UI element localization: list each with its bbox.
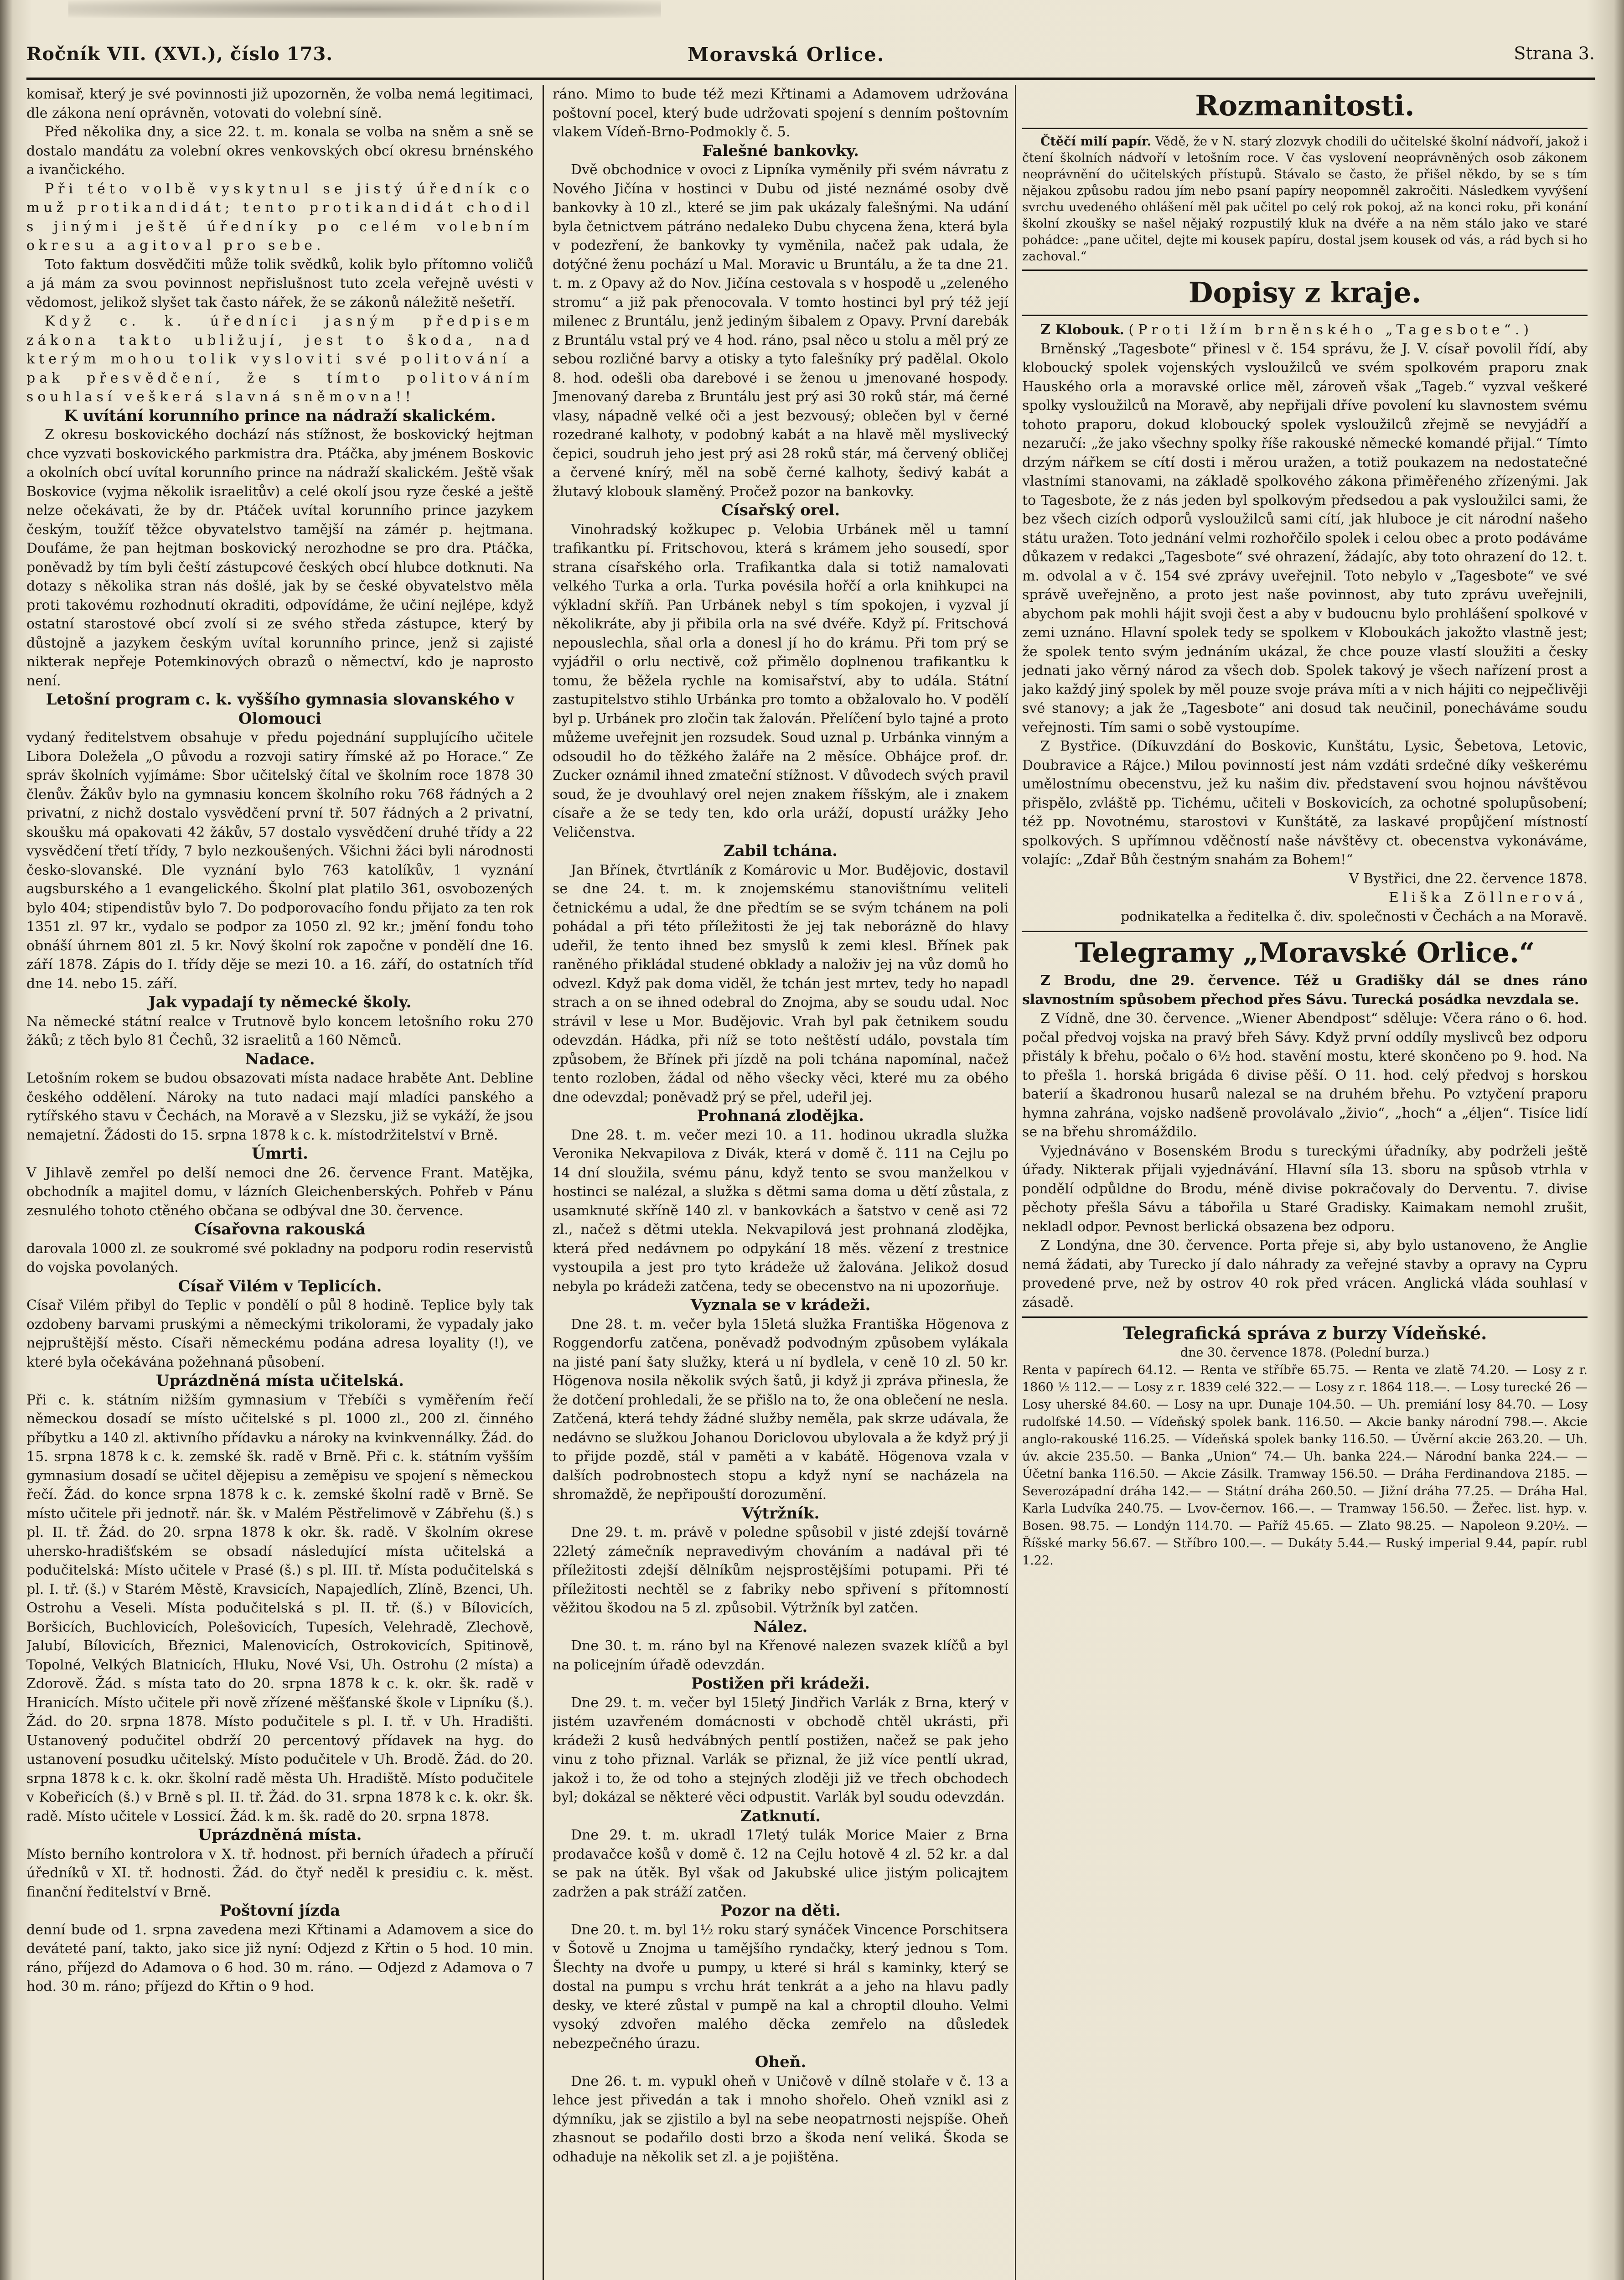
article-heading: Zatknutí. [740,1807,821,1825]
section-rule [1022,931,1588,932]
article-paragraph: Dvě obchodnice v ovoci z Lipníka vyměnily při svém návratu z Nového Jičína v hostinci v Dubu od jisté neznámé osoby dvě bankovky à 10 zl., které se jim pak ukázaly falešnými. Na udání byla četnictvem pátráno nedaleko Dubu chycena žena, která byla v podezření, že bankovky ty vyměnila, načež pak udala, že dotýčné ženu pochází u Mal. Moravic u Bruntálu, a že ta dne 21. t. m. z Opavy až do Nov. Jičína cestovala s v hospodě u „zeleného stromu“ a již pak přenocovala. V tomto hostinci byl prý též její milenec z Bruntálu, jenž jediným šibalem z Opavy. První darebák z Bruntálu vstal prý ve 4 hod. ráno, psal něco u stolu a měl prý ze sebou rozličné barvy a otisky a tyto falešníky prý padělal. Okolo 8. hod. odešli oba darebové i se ženou u jmenované hospody. Jmenovaný dareba z Bruntálu jest prý asi 30 roků stár, má černé vlasy, nápadně velké oči a jest bezvousý; oblečen byl v černé rozedrané kalhoty, v podobný kabát a na hlavě měl myslivecký čepici, soudruh jeho jest prý asi 28 roků stár, má červený obličej a červené knírý, měl na sobě černé kalhoty, šedivý kabát a žlutavý klobouk slaměný. Pročež pozor na bankovky. [553,162,1009,500]
article-paragraph: V Jihlavě zemřel po delší nemoci dne 26. července Frant. Matějka, obchodník a majitel domu, v lázních Gleichenberských. Pohřeb v Pánu zesnulého tohoto ctěného občana se odbýval dne 30. července. [26,1165,533,1219]
article-heading: Nález. [753,1617,808,1636]
print-smudge [68,0,661,18]
article-paragraph: Vinohradský kožkupec p. Velobia Urbánek měl u tamní trafikantku pí. Fritschovou, která s krámem jeho sousedí, spor strana císařského orla. Trafikantka dala si totiž namalovati velkého Turka a orla. Turka povésila hořčí a orla knihkupci na výkladní skříň. Pan Urbánek nebyl s tím spokojen, i vyzval jí několikráte, aby ji přibila orla na své dvéře. Když pí. Fritschová nepouslechla, sňal orla a donesl jí ho do krámu. Při tom prý se vyjádřil o orlu nectivě, což přimělo doplnenou trafikantku k tomu, že běžela rychle na komisařství, aby to udála. Státní zastupitelstvo stihlo Urbánka pro tomto a obžalovalo ho. V podělí byl p. Urbánek pro zločin tak žalován. Přelíčení bylo tajné a proto můžeme uveřejnit jen rozsudek. Soud uznal p. Urbánka vinným a odsoudil ho do těžkého žaláře na 2 měsíce. Obhájce prof. dr. Zucker oznámil ihned zmateční stížnost. V důvodech svých pravil soud, že je dvouhlavý orel nejen znakem říšským, ale i znakem císaře a že se tedy ten, kdo orla uráží, dopustí urážky Jeho Veličenstva. [553,521,1009,840]
section-rule [1022,315,1588,316]
article-paragraph: Dne 30. t. m. ráno byl na Křenové nalezen svazek klíčů a byl na policejním úřadě odevzdán. [553,1638,1009,1673]
article-paragraph: Při c. k. státním nižším gymnasium v Třebíči s vyměřením řečí německou dosadí se místo učitelské s pl. 1000 zl., 200 zl. činného příbytku a 140 zl. aktivního přídavku a nároky na kvinkvennálky. Žád. do 15. srpna 1878 k c. k. zemské šk. radě v Brně. Při c. k. státním vyšším gymnasium dosadí se učitel dějepisu a zeměpisu ve spojení s německou řečí. Žád. do konce srpna 1878 k c. k. zemské školní radě v Brně. Se místo učitele při jednotř. nár. šk. v Malém Pěstřelimově v Zábřehu (š.) s pl. II. tř. Žád. do 20. srpna 1878 k okr. šk. radě. V školním okrese uhersko-hradišťském se obsadí následující místa učitelská a podučitelská: Místo učitele v Prasé (š.) s pl. III. tř. Místa podučitelská s pl. I. tř. (š.) v Starém Městě, Kravsicích, Napajedlích, Zlíně, Bzenci, Uh. Ostrohu a Veseli. Místa podučitelská s pl. II. tř. (š.) v Bílovicích, Boršicích, Buchlovicích, Polešovicích, Tupesích, Velehradě, Zlechově, Jalubí, Bílovicích, Březnici, Malenovicích, Ostrokovicích, Spitinově, Topolné, Velkých Blatnicích, Hluku, Nové Vsi, Uh. Ostrohu (2 místa) a Zdorově. Žád. s místa tato do 20. srpna 1878 k c. k. okr. šk. radě v Hranicích. Místo učitele při nově zřízené měšťanské škole v Lipníku (š.). Žád. do 20. srpna 1878. Místo podučitele s pl. I. tř. v Uh. Hradišti. Ustanovený podučitel obdrží 20 percentový přídavek na hyg. do ustanovení posudku učitelský. Místo podučitele v Uh. Brodě. Žád. do 20. srpna 1878 k c. k. okr. školní radě města Uh. Hradiště. Místo podučitele v Kobeřicích (š.) v Brně s pl. II. tř. Žád. do 31. srpna 1878 k c. k. okr. šk. radě. Místo učitele v Lossicí. Žád. k m. šk. radě do 20. srpna 1878. [26,1392,533,1824]
column-1 [26,85,533,2280]
article-heading: Poštovní jízda [219,1902,341,1920]
newspaper-title: Moravská Orlice. [688,43,885,66]
article-paragraph: darovala 1000 zl. ze soukromé své pokladny na podporu rodin reservistů do vojska povolaných. [26,1240,533,1275]
telegram-paragraph: Z Londýna, dne 30. července. Porta přeje si, aby bylo ustanoveno, že Anglie nemá žádati, aby Turecko jí dalo náhrady za veřejné stavby a opravy na Cypru provedené prve, než by ostrov 40 rok před vrácen. Anglická vláda souhlasí v zásadě. [1022,1238,1588,1311]
article-heading: Zabil tchána. [723,842,838,860]
signature-date: V Bystřici, dne 22. července 1878. [1349,871,1588,887]
page-header [26,43,1595,72]
article-heading: Vyznala se v krádeži. [690,1296,871,1314]
section-rule [1022,128,1588,129]
telegram-paragraph: Z Vídně, dne 30. července. „Wiener Abendpost“ sděluje: Včera ráno o 6. hod. počal předvoj vojska na pravý břeh Sávy. Když první oddíly myslivců bez odporu přistály k břehu, počalo o 6½ hod. stavění mostu, které skončeno po 9. hod. Na to přešla 1. horská brigáda 6 divise pěší. O 11. hod. celý předvoj s horskou baterií a škadronou husarů nalezal se na druhém břehu. Po vztyčení praporu hymna zahrána, vojsko nadšeně provolávalo „živio“, „hoch“ a „éljen“. Tisíce lidí se na břehu shromáždilo. [1022,1010,1588,1140]
stock-report-subtitle: dne 30. července 1878. (Polední burza.) [1180,1346,1430,1360]
article-paragraph: Když c. k. úředníci jasným předpisem zákona takto ubližují, jest to škoda, nad kterým mohou tolik vysloviti své politování a pak přesvědčení, že s tímto politováním souhlasí veškerá slavná sněmovna!! [26,313,533,405]
article-paragraph: Dne 28. t. m. večer byla 15letá služka Františka Högenova z Roggendorfu zatčena, poněvadž podvodným způsobem vylákala na jisté paní šaty služky, která u ní bydlela, v ceně 10 zl. 50 kr. Högenova nosila několik svých šatů, ji když ji zpráva přinesla, že že dotčení prohledali, že se přišlo na to, že ona oblečení ne nesla. Zatčená, která tehdy žádné služby neměla, pak skrze udávala, že nedávno se služkou Johanou Doriclovou ubylovala a že když prý ji to přijde pozdě, stál v paměti a v kabátě. Högenova vzala v dalších podrobnostech stopu a když nyní se nacházela na shromaždě, že nepřipouští dorozumění. [553,1316,1009,1503]
article-heading: Císařovna rakouská [194,1220,366,1238]
stock-report-title: Telegrafická správa z burzy Vídeňské. [1122,1323,1487,1343]
article-paragraph: komisař, který je své povinnosti již upozorněn, že volba nemá legitimaci, dle zákona není oprávněn, votovati do volební síně. [26,86,533,121]
article-heading: Pozor na děti. [720,1902,841,1920]
article-paragraph: Císař Vilém přibyl do Teplic v pondělí o půl 8 hodině. Teplice byly tak ozdobeny barvami pruskými a německými trikolorami, že vypadaly jako nejpruštější město. Císaři německému podána adresa loyality (!), ve které byla očekávána požehnaná působení. [26,1297,533,1370]
article-heading: Čtěčí milí papír. [1040,135,1152,149]
article-paragraph: Vědě, že v N. starý zlozvyk chodili do učitelské školní nádvoří, jakož i čtení školních nádvoří v letošním roce. V čas vyslovení neoprávněných osob zákonem neoprávnění do učitelských přístupů. Stávalo se často, že přišel někdo, by se s tím nějakou způsobu radou jím nebo psaní papíry neopomněl zakročiti. Následkem vyvýšení svrchu uvedeného ohlášení měl pak učitel po celý rok pokoj, až na konci roku, při konání školní zkoušky se našel nějaký rozpustilý kluk na dvéře a na něm stálo jako ve staré pohádce: „pane učitel, dejte mi kousek papíru, dostal jsem kousek od vás, a rád bych si ho zachoval.“ [1022,135,1588,264]
article-paragraph: Z okresu boskovického dochází nás stížnost, že boskovický hejtman chce vyzvati boskovického parkmistra dra. Ptáčka, aby jménem Boskovic a okolních obcí uvítal korunního prince na nádraží skalickém. Ještě však Boskovice (vyjma několik israelitův) a celé okolí jsou ryze české a ještě nelze očekávati, že by dr. Ptáček uvítal korunního prince jazykem českým, toužíť těžce obyvatelstvo tamější na zámér p. hejtmana. Doufáme, že pan hejtman boskovický nerozhodne se pro dra. Ptáčka, poněvadž by tím byli čeští zástupcové českých obcí hlubce dotknuti. Na dotazy s několika stran nás došlé, jak by se české obyvatelstvo měla proti takovému rozhodnutí okraditi, odpovídáme, že učiní nejlépe, když ostatní starostové obcí zvolí si ze svého středa zástupce, který by důstojně a jazykem českým uvítal korunního prince, jenž si zajisté nikterak nepřeje Potemkinových obrazů o němectví, kdo je naprosto není. [26,427,533,689]
column-divider-1 [543,85,544,2280]
section-title-rozmanitosti: Rozmanitosti. [1195,89,1415,122]
article-heading: K uvítání korunního prince na nádraží skalickém. [64,406,496,425]
article-paragraph: Dne 28. t. m. večer mezi 10. a 11. hodinou ukradla služka Veronika Nekvapilova z Divák, která v domě č. 111 na Cejlu po 14 dní sloužila, svému pánu, když tento se svou manželkou v hostinci se nalézal, a služka s dětmi sama doma u dětí zůstala, z usamknuté skříně 140 zl. v bankovkách a šatstvo v ceně asi 72 zl., načež s dětmi utekla. Nekvapilová jest prohnaná zlodějka, která před nedávnem po odpykání 18 měs. vězení z trestnice vystoupila a jest pro tyto krádeže už žalována. Jelikož dosud nebyla po krádeži zatčena, tedy se obecenstvo na ni upozorňuje. [553,1127,1009,1295]
issue-number: Ročník VII. (XVI.), číslo 173. [26,43,333,65]
article-heading: Letošní program c. k. vyššího gymnasia slovanského v Olomouci [46,690,514,728]
signature-role: podnikatelka a ředitelka č. div. společnosti v Čechách a na Moravě. [1121,908,1588,925]
article-heading: Postižen při krádeži. [691,1674,870,1693]
article-heading: Falešné bankovky. [702,141,859,160]
header-rule [26,78,1595,80]
article-heading: Nadace. [245,1050,315,1068]
article-paragraph: Dne 26. t. m. vypukl oheň v Uničově v dílně stolaře v č. 13 a lehce jest přivedán a tak i mnoho shořelo. Oheň vznikl asi z dýmníku, jak se zjistilo a byl na sebe neopatrnosti nejspíše. Oheň zhasnout se podařilo dosti brzo a škoda není veliká. Škoda se odhaduje na několik set zl. a je pojištěna. [553,2073,1009,2165]
telegram-paragraph: Z Brodu, dne 29. července. Též u Gradišky dál se dnes ráno slavnostním spůsobem přechod přes Sávu. Turecká posádka nevzdala se. [1022,973,1588,1008]
section-rule [1022,1316,1588,1318]
article-paragraph: Z Bystřice. (Díkuvzdání do Boskovic, Kunštátu, Lysic, Šebetova, Letovic, Doubravice a Rájce.) Milou povinností jest nám vzdáti srdečné díky veškerému umělostnímu obecenstvu, jež ku našim div. představení svou hojnou návštěvou přispělo, zvláště pp. Tichému, učiteli v Boskovicích, za ochotné spolupůsobení; též pp. Novotnému, starostovi v Kunštátě, za laskavé propůjčení místností spolkových. S upřímnou vděčností naše návštěvy ct. obecenstva vykonáváme, volajíc: „Zdař Bůh čestným snahám za Bohem!“ [1022,738,1588,868]
signature-name: Eliška Zöllnerová, [1388,890,1588,906]
article-paragraph: Jan Břínek, čtvrtláník z Komárovic u Mor. Budějovic, dostavil se dne 24. t. m. k znojemskému stanovištnímu veliteli četnickému a udal, že dne předtím se se svým tchánem na poli pohádal a při této příležitosti že jej tak neborázně do hlavy udeřil, že tento ihned bez smyslů k zemi klesl. Břínek pak raněného přikládal studené obklady a naloživ jej na vůz domů ho odvezl. Když pak doma viděl, že tchán jest mrtev, tedy ho napadl strach a on se ihned odebral do Znojma, aby se soudu udal. Noc strávil v lese u Mor. Budějovic. Vrah byl pak četnikem soudu odevzdán. Hádka, při níž se toto neštěstí událo, povstala tím způsobem, že Břínek při jízdě na poli tchána napomínal, načež tento rozloben, žádal od něho všecky věci, které mu za obého dne odevzdal; poněvadž prý se přel, udeřil jej. [553,862,1009,1105]
article-paragraph: Letošním rokem se budou obsazovati místa nadace hraběte Ant. Debline českého oddělení. Nároky na tuto nadaci mají mladíci panského a rytířského stavu v Čechách, na Moravě a v Slezsku, již se vykáží, že jsou nemajetní. Žádosti do 15. srpna 1878 k c. k. místodržitelství v Brně. [26,1070,533,1143]
article-paragraph: Před několika dny, a sice 22. t. m. konala se volba na sněm a sně se dostalo mandátu za volební okres venkovských obcí okresu brnénského a ivančického. [26,124,533,178]
stock-report-body: Renta v papírech 64.12. — Renta ve stříbře 65.75. — Renta ve zlatě 74.20. — Losy z r. 1860 ½ 112.— — Losy z r. 1839 celé 322.— — Losy z r. 1864 118.—. — Losy turecké 26 — Losy uherské 84.60. — Losy na upr. Dunaje 104.50. — Uh. premiání losy 84.70. — Losy rudolfské 14.50. — Vídeňský spolek bank. 116.50. — Akcie banky národní 798.—. Akcie anglo-rakouské 116.25. — Vídeňská spolek banky 116.50. — Úvěrní akcie 263.20. — Uh. úv. akcie 235.50. — Banka „Union“ 74.— Uh. banka 224.— Národní banka 224.— — Účetní banka 116.50. — Akcie Zásilk. Tramway 156.50. — Dráha Ferdinandova 2185. — Severozápadní dráha 142.— — Státní dráha 260.50. — Jižní dráha 77.25. — Dráha Hal. Karla Ludvíka 240.75. — Lvov-černov. 166.—. — Tramway 156.50. — Žeřec. list. hyp. v. Bosen. 98.75. — Londýn 114.70. — Paříž 45.65. — Zlato 98.25. — Napoleon 9.20½. — Říšské marky 56.67. — Stříbro 100.—. — Dukáty 5.44.— Ruský imperial 9.44, papír. rubl 1.22. [1022,1363,1588,1568]
column-3 [1022,85,1588,2280]
article-paragraph: Dne 29. t. m. večer byl 15letý Jindřich Varlák z Brna, který v jistém uzavřeném domácnosti v obchodě chtěl ukrásti, při krádeži 2 kusů hedvábných pentlí postižen, načež se pak jeho vinu z toho přiznal. Varlák se přiznal, že již více pentlí ukrad, jakož i to, že od toho a stejných zloději již ve třech obchodech byl; dokázal se některé věci odpustit. Varlák byl soudu odevzdán. [553,1694,1009,1805]
article-paragraph: Při této volbě vyskytnul se jistý úředník co muž protikandidát; tento protikandidát chodil s jinými ještě úředníky po celém volebním okresu a agitoval pro sebe. [26,181,533,254]
article-heading: Uprázdněná místa. [198,1826,362,1844]
article-subheading: (Proti lžím brněnského „Tagesbote“.) [1128,322,1533,338]
article-paragraph: Místo berního kontrolora v X. tř. hodnost. při berních úřadech a příručí úředníků v XI. tř. hodnosti. Žád. do čtyř neděl k presidiu c. k. měst. finanční ředitelství v Brně. [26,1846,533,1900]
article-heading: Císař Vilém v Teplicích. [178,1277,382,1295]
article-paragraph: Na německé státní realce v Trutnově bylo koncem letošního roku 270 žáků; z těch bylo 81 Čechů, 32 israelitů a 160 Němců. [26,1013,533,1048]
section-title-dopisy: Dopisy z kraje. [1188,276,1422,309]
section-rule [1022,269,1588,271]
article-paragraph: Dne 29. t. m. ukradl 17letý tulák Morice Maier z Brna prodavačce košů v domě č. 12 na Cejlu hotově 4 zl. 52 kr. a dal se pak na útěk. Byl však od Jakubské ulice jistým policajtem zadržen a pak stráží zatčen. [553,1827,1009,1900]
article-paragraph: vydaný ředitelstvem obsahuje v předu pojednání supplujícího učitele Libora Doležela „O původu a rozvoji satiry římské až po Horace.“ Ze správ školních vyjímáme: Sbor učitelský čítal ve školním roce 1878 30 členův. Žákův bylo na gymnasiu koncem školního roku 768 řádných a 2 privatní, z nichž dostalo vysvědčení první tř. 507 řádných a 2 privatní, skoušku má opakovati 42 žákův, 57 dostalo vysvědčení druhé třídy a 22 vysvědčení třetí třídy, 7 bylo nezkoušených. Všichni žáci byli národnosti česko-slovanské. Dle vyznání bylo 763 katolíkův, 1 vyznání augsburského a 1 evangelického. Školní plat platilo 361, osvobozených bylo 404; stipendistův bylo 7. Do podporovacího fondu přijato za ten rok 1351 zl. 97 kr., vydalo se podpor za 1050 zl. 92 kr.; jmění fondu toho obnáší úhrnem 801 zl. 5 kr. Nový školní rok započne v pondělí dne 16. září 1878. Zápis do I. třídy děje se mezi 10. a 16. září, do ostatních tříd dne 14. nebo 15. září. [26,730,533,992]
article-heading: Císařský orel. [721,501,840,519]
article-heading: Uprázdněná místa učitelská. [155,1372,404,1390]
article-paragraph: Dne 29. t. m. právě v poledne spůsobil v jisté zdejší továrně 22letý zámečník nepravedivým chováním a nadával při té příležitosti zdejší dělníkům nejsprostějšími potupami. Při té příležitosti nechtěl se z fabriky nebo spřivení s přítomností věžitou škodou na 5 zl. způsobil. Výtržník byl zatčen. [553,1524,1009,1616]
article-heading: Prohnaná zlodějka. [697,1107,864,1125]
column-divider-2 [1015,85,1016,2280]
article-heading: Úmrti. [252,1145,308,1163]
article-paragraph: denní bude od 1. srpna zavedena mezi Křtinami a Adamovem a sice do deváteté paní, takto, jako sice již nyní: Odjezd z Křtin o 5 hod. 10 min. ráno, příjezd do Adamova o 6 hod. 30 m. ráno. — Odjezd z Adamova o 7 hod. 30 m. ráno; příjezd do Křtin o 9 hod. [26,1922,533,1995]
telegram-paragraph: Vyjednáváno v Bosenském Brodu s tureckými úřadníky, aby podrželi ještě úřady. Nikterak přijali vyjednávání. Hlavní síla 13. sboru na spůsob vtrhla v pondělí odpůldne do Brodu, méně divise pokračovaly do Derventu. 7. divise pěchoty přešla Sávu a tábořila u Staré Gradisky. Kaimakam nemohl zrušit, nekladl odpor. Pevnost berlická obsazena bez odporu. [1022,1143,1588,1235]
article-paragraph: Dne 20. t. m. byl 1½ roku starý synáček Vincence Porschitsera v Šotově u Znojma u tamějšího ryndačky, který jednou s Tom. Šlechty na dvoře u pumpy, u které si hrál s kaminky, který se dostal na pumpu s vrchu hrát tenkrát a a jeho na hlavu padly desky, ve které zůstal v pumpě na kal a chroptil dlouho. Velmi vysoký zdvořen malého děcka zemřelo na důsledek nebezpečného úrazu. [553,1922,1009,2052]
article-heading: Výtržník. [741,1504,820,1523]
article-paragraph: ráno. Mimo to bude též mezi Křtinami a Adamovem udržována poštovní pocel, který bude udržovati spojení s denním poštovním vlakem Vídeň-Brno-Podmokly č. 5. [553,86,1009,140]
page-number: Strana 3. [1514,43,1595,63]
article-heading: Jak vypadají ty německé školy. [148,993,412,1011]
article-heading: Oheň. [755,2053,807,2071]
section-title-telegramy: Telegramy „Moravské Orlice.“ [1075,937,1535,969]
article-paragraph: Toto faktum dosvědčiti může tolik svědků, kolik bylo přítomno voličů a já mám za svou povinnost nepřislušnost tuto zcela veřejně uvésti v vědomost, jelikož slyšet tak často nářek, že se zákonů náležitě nešetří. [26,256,533,311]
article-paragraph: Brněnský „Tagesbote“ přinesl v č. 154 správu, že J. V. císař povolil řídí, aby kloboucký spolek vojenských vysloužilců ve svém spolkovém praporu znak Hauského orla a moravské orlice měl, zároveň však „Tageb.“ vyzval veškeré spolky vysloužilců na Moravě, aby nepřijali dříve povolení ku slavnostem svému tohoto praporu, dokud kloboucký spolek vysloužilců zřejmě se nevyjádří a nezaručí: „že jako všechny spolky říše rakouské německé komandé přijal.“ Tímto drzým nářkem se cítí dosti i měrou uražen, a totiž poukazem na nedostatečné vlastními stanovami, na základě spolkového zákona přiměřeného zřízenými. Jak to Tagesbote, že z nás jeden byl spolkovým předsedou a pak vysloužilci sami, že bez všech cizích odporů vysloužilců sami cítí, jak hluboce je cit národní našeho státu uražen. Toto jednání velmi rozhořčilo spolek i celou obec a proto podáváme důkazem v redakci „Tagesbote“ své ohrazení, žádajíc, aby toto ohrazení do 12. t. m. odvolal a v č. 154 své zprávy uveřejnil. Toto nebylo v „Tagesbote“ ve své správě uveřejněno, a proto jest naše povinnost, aby tuto zprávu uveřejnili, abychom pak mohli hájit svoji čest a aby v budoucnu bylo prohlášení spolkové v zemi uznáno. Hlavní spolek tedy se spolkem v Kloboukách jakožto vlastně jest; že spolek tento svým jednáním ukázal, že chce pouze vlastí sloužiti a česky jednati jako věrný národ za všech dob. Spolek takový je všech nařízení prost a jako každý jiný spolek by měl pouze svoje práva míti a v nich hájiti co nejpečlivěji své stanovy; a jak že „Tagesbote“ ani dosud tak neučinil, ponecháváme soudu veřejnosti. Tím sami o sobě vystoupíme. [1022,341,1588,736]
column-2 [553,85,1009,2280]
article-heading: Z Klobouk. [1040,322,1124,338]
